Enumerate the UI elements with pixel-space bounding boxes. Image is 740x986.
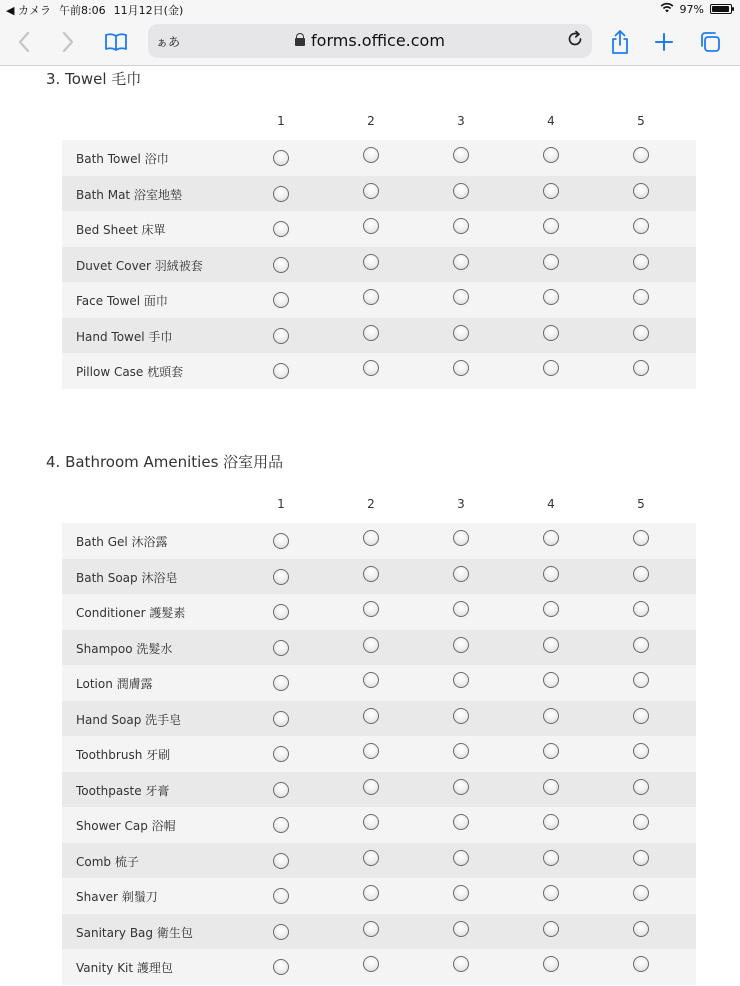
row-label: Shampoo 洗髮水 (76, 641, 173, 656)
rating-radio-1[interactable] (273, 221, 289, 237)
row-label: Toothbrush 牙刷 (76, 748, 171, 762)
rating-radio-5[interactable] (633, 289, 649, 305)
rating-radio-3[interactable] (453, 147, 469, 163)
text-size-button[interactable]: ぁあ (156, 35, 181, 49)
rating-radio-3[interactable] (453, 289, 469, 305)
rating-radio-4[interactable] (543, 254, 559, 270)
plus-icon[interactable] (648, 26, 680, 58)
table-row (62, 176, 696, 212)
chevron-right-icon[interactable] (52, 26, 84, 58)
rating-radio-3[interactable] (453, 956, 469, 972)
rating-radio-3[interactable] (453, 885, 469, 901)
rating-radio-5[interactable] (633, 530, 649, 546)
table-row (62, 949, 696, 985)
rating-radio-4[interactable] (543, 325, 559, 341)
rating-radio-5[interactable] (633, 708, 649, 724)
rating-radio-2[interactable] (363, 183, 379, 199)
table-row (62, 594, 696, 630)
reload-icon[interactable] (566, 30, 584, 53)
table-row (62, 914, 696, 950)
row-label: Vanity Kit 護理包 (76, 961, 173, 975)
rating-radio-3[interactable] (453, 814, 469, 830)
rating-radio-1[interactable] (273, 959, 289, 975)
lock-icon (295, 38, 305, 46)
table-row (62, 559, 696, 595)
rating-radio-2[interactable] (363, 956, 379, 972)
scale-header-3: 3 (457, 497, 465, 511)
rating-radio-3[interactable] (453, 360, 469, 376)
rating-radio-5[interactable] (633, 743, 649, 759)
rating-radio-2[interactable] (363, 601, 379, 617)
rating-radio-4[interactable] (543, 601, 559, 617)
battery-percent: 97% (679, 2, 704, 16)
rating-radio-4[interactable] (543, 885, 559, 901)
rating-radio-4[interactable] (543, 360, 559, 376)
scale-header-4: 4 (547, 497, 555, 511)
row-label: Comb 梳子 (76, 854, 139, 869)
rating-radio-5[interactable] (633, 360, 649, 376)
battery-icon (710, 4, 732, 14)
table-row (62, 282, 696, 318)
rating-radio-3[interactable] (453, 637, 469, 653)
url-display[interactable] (148, 31, 592, 50)
rating-radio-1[interactable] (273, 186, 289, 202)
rating-radio-2[interactable] (363, 850, 379, 866)
rating-radio-3[interactable] (453, 183, 469, 199)
rating-radio-4[interactable] (543, 708, 559, 724)
rating-radio-5[interactable] (633, 850, 649, 866)
row-label: Bath Soap 沐浴皂 (76, 570, 178, 585)
question-title: 4. Bathroom Amenities 浴室用品 (46, 453, 284, 471)
rating-radio-1[interactable] (273, 363, 289, 379)
rating-radio-3[interactable] (453, 921, 469, 937)
rating-radio-1[interactable] (273, 150, 289, 166)
rating-radio-5[interactable] (633, 218, 649, 234)
rating-radio-2[interactable] (363, 814, 379, 830)
row-label: Face Towel 面巾 (76, 294, 168, 308)
scale-header-1: 1 (277, 497, 285, 511)
status-bar (0, 0, 740, 18)
rating-radio-4[interactable] (543, 850, 559, 866)
table-row (62, 247, 696, 283)
rating-radio-3[interactable] (453, 850, 469, 866)
rating-radio-2[interactable] (363, 360, 379, 376)
rating-radio-1[interactable] (273, 888, 289, 904)
book-icon[interactable] (100, 26, 132, 58)
chevron-left-icon[interactable] (8, 26, 40, 58)
table-row (62, 772, 696, 808)
rating-radio-1[interactable] (273, 292, 289, 308)
question-title: 3. Towel 毛巾 (46, 70, 142, 88)
rating-radio-2[interactable] (363, 530, 379, 546)
table-row (62, 353, 696, 389)
table-row (62, 736, 696, 772)
rating-radio-5[interactable] (633, 147, 649, 163)
likert-grid-towel (62, 114, 696, 389)
row-label: Hand Towel 手巾 (76, 329, 173, 344)
rating-radio-1[interactable] (273, 675, 289, 691)
rating-radio-4[interactable] (543, 566, 559, 582)
row-label: Toothpaste 牙膏 (76, 783, 170, 798)
rating-radio-5[interactable] (633, 921, 649, 937)
scale-header-3: 3 (457, 114, 465, 128)
rating-radio-2[interactable] (363, 743, 379, 759)
rating-radio-3[interactable] (453, 672, 469, 688)
row-label: Sanitary Bag 衛生包 (76, 925, 193, 940)
row-label: Bath Towel 浴巾 (76, 152, 169, 166)
scale-header-4: 4 (547, 114, 555, 128)
rating-radio-4[interactable] (543, 921, 559, 937)
rating-radio-4[interactable] (543, 672, 559, 688)
rating-radio-1[interactable] (273, 257, 289, 273)
rating-radio-2[interactable] (363, 254, 379, 270)
rating-radio-4[interactable] (543, 743, 559, 759)
rating-radio-4[interactable] (543, 956, 559, 972)
rating-radio-2[interactable] (363, 921, 379, 937)
row-label: Conditioner 護髮素 (76, 606, 186, 620)
rating-radio-3[interactable] (453, 708, 469, 724)
rating-radio-2[interactable] (363, 566, 379, 582)
wifi-icon (660, 2, 674, 16)
rating-radio-5[interactable] (633, 956, 649, 972)
table-row (62, 878, 696, 914)
rating-radio-3[interactable] (453, 566, 469, 582)
rating-radio-5[interactable] (633, 672, 649, 688)
rating-radio-2[interactable] (363, 779, 379, 795)
rating-radio-2[interactable] (363, 289, 379, 305)
rating-radio-5[interactable] (633, 566, 649, 582)
row-label: Bath Gel 沐浴露 (76, 535, 168, 549)
rating-radio-5[interactable] (633, 254, 649, 270)
rating-radio-4[interactable] (543, 183, 559, 199)
rating-radio-4[interactable] (543, 814, 559, 830)
rating-radio-1[interactable] (273, 782, 289, 798)
rating-radio-3[interactable] (453, 254, 469, 270)
scale-header-1: 1 (277, 114, 285, 128)
rating-radio-1[interactable] (273, 640, 289, 656)
scale-header-5: 5 (637, 114, 645, 128)
rating-radio-5[interactable] (633, 885, 649, 901)
row-label: Bath Mat 浴室地墊 (76, 187, 182, 202)
likert-grid-bathroom-amenities (62, 497, 696, 985)
row-label: Duvet Cover 羽絨被套 (76, 258, 203, 273)
scale-header-5: 5 (637, 497, 645, 511)
rating-radio-3[interactable] (453, 743, 469, 759)
rating-radio-2[interactable] (363, 708, 379, 724)
row-label: Lotion 潤膚露 (76, 677, 153, 691)
rating-radio-4[interactable] (543, 779, 559, 795)
table-row (62, 140, 696, 176)
rating-radio-2[interactable] (363, 637, 379, 653)
address-bar[interactable] (148, 24, 592, 58)
battery-fill (712, 6, 729, 12)
rating-radio-5[interactable] (633, 637, 649, 653)
rating-radio-1[interactable] (273, 569, 289, 585)
rating-radio-1[interactable] (273, 711, 289, 727)
rating-radio-3[interactable] (453, 218, 469, 234)
rating-radio-5[interactable] (633, 183, 649, 199)
scale-header-2: 2 (367, 497, 375, 511)
rating-radio-4[interactable] (543, 637, 559, 653)
rating-radio-3[interactable] (453, 530, 469, 546)
rating-radio-4[interactable] (543, 530, 559, 546)
status-date: 11月12日(金) (113, 4, 184, 17)
rating-radio-1[interactable] (273, 328, 289, 344)
scale-header-2: 2 (367, 114, 375, 128)
table-row (62, 665, 696, 701)
row-label: Pillow Case 枕頭套 (76, 365, 184, 379)
rating-radio-2[interactable] (363, 325, 379, 341)
rating-radio-5[interactable] (633, 814, 649, 830)
browser-toolbar (0, 18, 740, 66)
rating-radio-3[interactable] (453, 325, 469, 341)
form-content (0, 66, 740, 986)
row-label: Hand Soap 洗手皂 (76, 712, 182, 727)
rating-radio-4[interactable] (543, 147, 559, 163)
rating-radio-1[interactable] (273, 746, 289, 762)
rating-radio-2[interactable] (363, 218, 379, 234)
row-label: Shower Cap 浴帽 (76, 819, 176, 833)
row-label: Bed Sheet 床單 (76, 223, 166, 237)
rating-radio-1[interactable] (273, 853, 289, 869)
table-row (62, 318, 696, 354)
table-row (62, 630, 696, 666)
rating-radio-1[interactable] (273, 533, 289, 549)
table-row (62, 843, 696, 879)
rating-radio-5[interactable] (633, 601, 649, 617)
rating-radio-1[interactable] (273, 924, 289, 940)
back-to-app-link[interactable]: ◀ カメラ (6, 4, 51, 17)
table-row (62, 523, 696, 559)
table-row (62, 701, 696, 737)
tabs-icon[interactable] (694, 26, 726, 58)
rating-radio-2[interactable] (363, 147, 379, 163)
row-label: Shaver 剃鬚刀 (76, 890, 158, 904)
rating-radio-5[interactable] (633, 325, 649, 341)
rating-radio-4[interactable] (543, 218, 559, 234)
url-text: forms.office.com (311, 31, 445, 50)
share-icon[interactable] (604, 26, 636, 58)
rating-radio-3[interactable] (453, 779, 469, 795)
status-time: 午前8:06 (58, 4, 106, 17)
rating-radio-4[interactable] (543, 289, 559, 305)
rating-radio-2[interactable] (363, 885, 379, 901)
rating-radio-5[interactable] (633, 779, 649, 795)
rating-radio-1[interactable] (273, 604, 289, 620)
rating-radio-3[interactable] (453, 601, 469, 617)
rating-radio-2[interactable] (363, 672, 379, 688)
table-row (62, 807, 696, 843)
table-row (62, 211, 696, 247)
rating-radio-1[interactable] (273, 817, 289, 833)
